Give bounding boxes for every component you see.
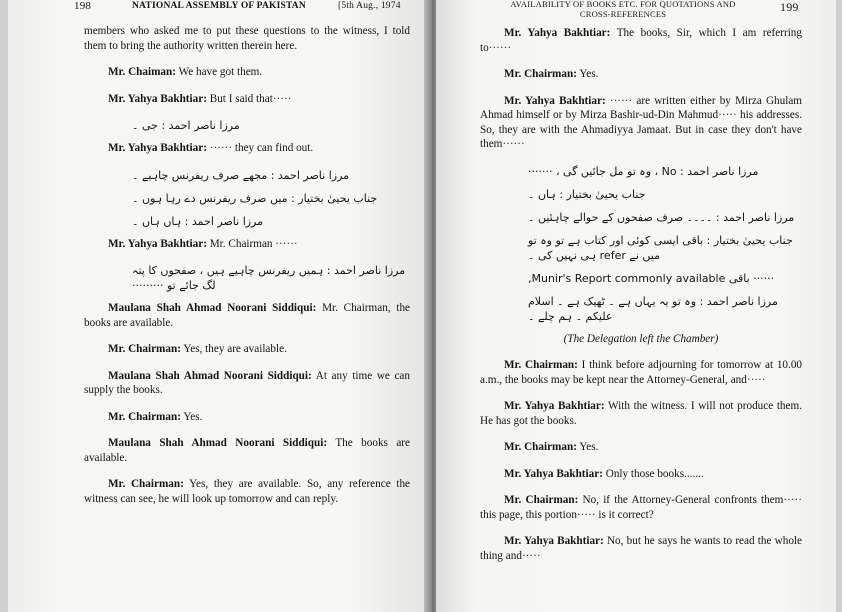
speaker-name: Mr. Chairman: xyxy=(504,359,578,371)
speech-text: Mr. Chairman ······ xyxy=(209,237,298,250)
right-page-body xyxy=(480,26,802,575)
speech-paragraph xyxy=(480,493,802,522)
speech-paragraph xyxy=(480,94,802,152)
speech-paragraph xyxy=(84,141,410,156)
urdu-line: جناب یحییٰ بختیار : میں صرف ریفرنس دے رہا ہوں ۔ xyxy=(132,191,378,205)
urdu-line: جناب یحییٰ بختیار : باقی ایسی کوئی اور کتاب ہے تو وہ تو میں نے refer ہی نہیں کی ۔ xyxy=(528,233,793,262)
urdu-line: ······ باقی Munir's Report commonly available, xyxy=(528,271,775,285)
speaker-name: Mr. Chairman: xyxy=(108,410,181,423)
speech-paragraph xyxy=(84,65,410,80)
speaker-name: Mr. Yahya Bakhtiar: xyxy=(504,467,603,480)
speech-text: At any time we can supply the books. xyxy=(84,369,410,396)
speech-paragraph xyxy=(480,358,802,387)
speech-paragraph xyxy=(84,301,410,330)
urdu-line: جناب یحییٰ بختیار : ہاں ۔ xyxy=(528,187,646,201)
running-title: NATIONAL ASSEMBLY OF PAKISTAN xyxy=(132,1,306,11)
speech-text: We have got them. xyxy=(178,66,263,78)
speaker-name: Mr. Yahya Bakhtiar: xyxy=(504,27,611,39)
speech-text: I think before adjourning for tomorrow at 10.00 a.m., the books may be kept near the Attorney-General, and····· xyxy=(480,359,803,386)
running-title-line: AVAILABILITY OF BOOKS ETC. FOR QUOTATIONS AND xyxy=(510,0,736,9)
left-page xyxy=(8,0,428,612)
speech-text: Yes. xyxy=(579,68,599,80)
speaker-name: Mr. Chairman: xyxy=(504,68,577,80)
speech-paragraph xyxy=(84,92,410,107)
speech-text: ······ are written either by Mirza Ghulam Ahmad himself or by Mirza Bashir-ud-Din Mahmud····· his addresses. So, they are with the Ahmadiyya Jamaat. But in case they don't have them······ xyxy=(480,94,802,150)
speech-text: Yes. xyxy=(579,441,599,453)
left-page-body xyxy=(84,24,410,518)
speech-text: members who asked me to put these questions to the witness, I told them to bring the authority written therein here. xyxy=(84,25,410,52)
urdu-line: مرزا ناصر احمد : ہمیں ریفرنس چاہیے ہیں ، صفحوں کا پتہ لگ جائے تو ········· xyxy=(132,264,406,292)
right-page xyxy=(436,0,836,612)
speech-paragraph xyxy=(84,436,410,465)
running-title-line: CROSS-REFERENCES xyxy=(579,8,667,19)
urdu-line: مرزا ناصر احمد : No ، وہ تو مل جائیں گی ، ······· xyxy=(528,164,759,178)
speaker-name: Mr. Chairman: xyxy=(108,343,181,355)
speech-paragraph xyxy=(480,26,802,55)
speech-text: Yes, they are available. xyxy=(183,343,287,355)
speech-paragraph xyxy=(480,534,802,563)
speech-text: No, if the Attorney-General confronts them····· this page, this portion····· is it correct? xyxy=(480,494,803,521)
speaker-name: Mr. Chairman: xyxy=(504,441,577,453)
urdu-line: مرزا ناصر احمد : وہ تو یہ یہاں ہے ۔ ٹھیک ہے ۔ اسلام علیکم ۔ ہم چلے ۔ xyxy=(528,294,778,323)
speech-text: The books are available. xyxy=(84,437,410,464)
session-date: [5th Aug., 1974 xyxy=(338,1,401,11)
speech-paragraph xyxy=(84,477,410,506)
speaker-name: Maulana Shah Ahmad Noorani Siddiqui: xyxy=(108,302,317,314)
page-number: 199 xyxy=(780,0,799,14)
speech-paragraph xyxy=(84,342,410,357)
speech-text: Mr. Chairman, the books are available. xyxy=(84,302,410,329)
speaker-name: Mr. Yahya Bakhtiar: xyxy=(504,400,605,412)
speech-paragraph xyxy=(480,440,802,455)
right-page-header xyxy=(436,0,836,19)
speech-text: But I said that····· xyxy=(209,92,292,105)
speech-paragraph xyxy=(480,67,802,82)
speaker-name: Mr. Yahya Bakhtiar: xyxy=(504,94,606,107)
urdu-line: مرزا ناصر احمد : جی ۔ xyxy=(132,119,240,132)
speaker-name: Mr. Yahya Bakhtiar: xyxy=(504,535,604,547)
speech-paragraph xyxy=(480,399,802,428)
speech-paragraph xyxy=(84,410,410,425)
stage-direction: (The Delegation left the Chamber) xyxy=(563,332,719,345)
speaker-name: Maulana Shah Ahmad Noorani Siddiqui: xyxy=(108,437,328,449)
speech-text: ······ they can find out. xyxy=(209,142,314,154)
speech-text: No, but he says he wants to read the whole thing and····· xyxy=(480,535,802,562)
urdu-line: مرزا ناصر احمد : ہاں ہاں ۔ xyxy=(132,214,264,228)
urdu-line: مرزا ناصر احمد : ۔۔۔۔ صرف صفحوں کے حوالے چاہئیں ۔ xyxy=(528,210,795,224)
speaker-name: Mr. Yahya Bakhtiar: xyxy=(108,142,207,154)
urdu-line: مرزا ناصر احمد : مجھے صرف ریفرنس چاہیے ۔ xyxy=(132,168,350,182)
speaker-name: Mr. Chairman: xyxy=(108,478,184,490)
left-page-header xyxy=(8,0,428,14)
speaker-name: Mr. Chaiman: xyxy=(108,66,176,78)
speech-paragraph xyxy=(480,467,802,482)
speaker-name: Mr. Yahya Bakhtiar: xyxy=(108,237,207,250)
speech-paragraph xyxy=(84,369,410,398)
speech-text: Only those books....... xyxy=(605,467,704,480)
speech-text: Yes. xyxy=(183,410,203,423)
speech-text: Yes, they are available. So, any reference the witness can see, he will look up tomorrow and can reply. xyxy=(84,478,411,505)
page-number: 198 xyxy=(74,0,92,12)
speech-paragraph xyxy=(84,237,410,252)
speaker-name: Mr. Yahya Bakhtiar: xyxy=(108,92,207,105)
text-paragraph xyxy=(84,24,410,53)
speech-text: The books, Sir, which I am referring to······ xyxy=(480,27,802,54)
running-title xyxy=(468,0,778,19)
speaker-name: Maulana Shah Ahmad Noorani Siddiqui: xyxy=(108,369,312,382)
speaker-name: Mr. Chairman: xyxy=(504,494,579,506)
speech-text: With the witness. I will not produce them. He has got the books. xyxy=(480,400,802,427)
